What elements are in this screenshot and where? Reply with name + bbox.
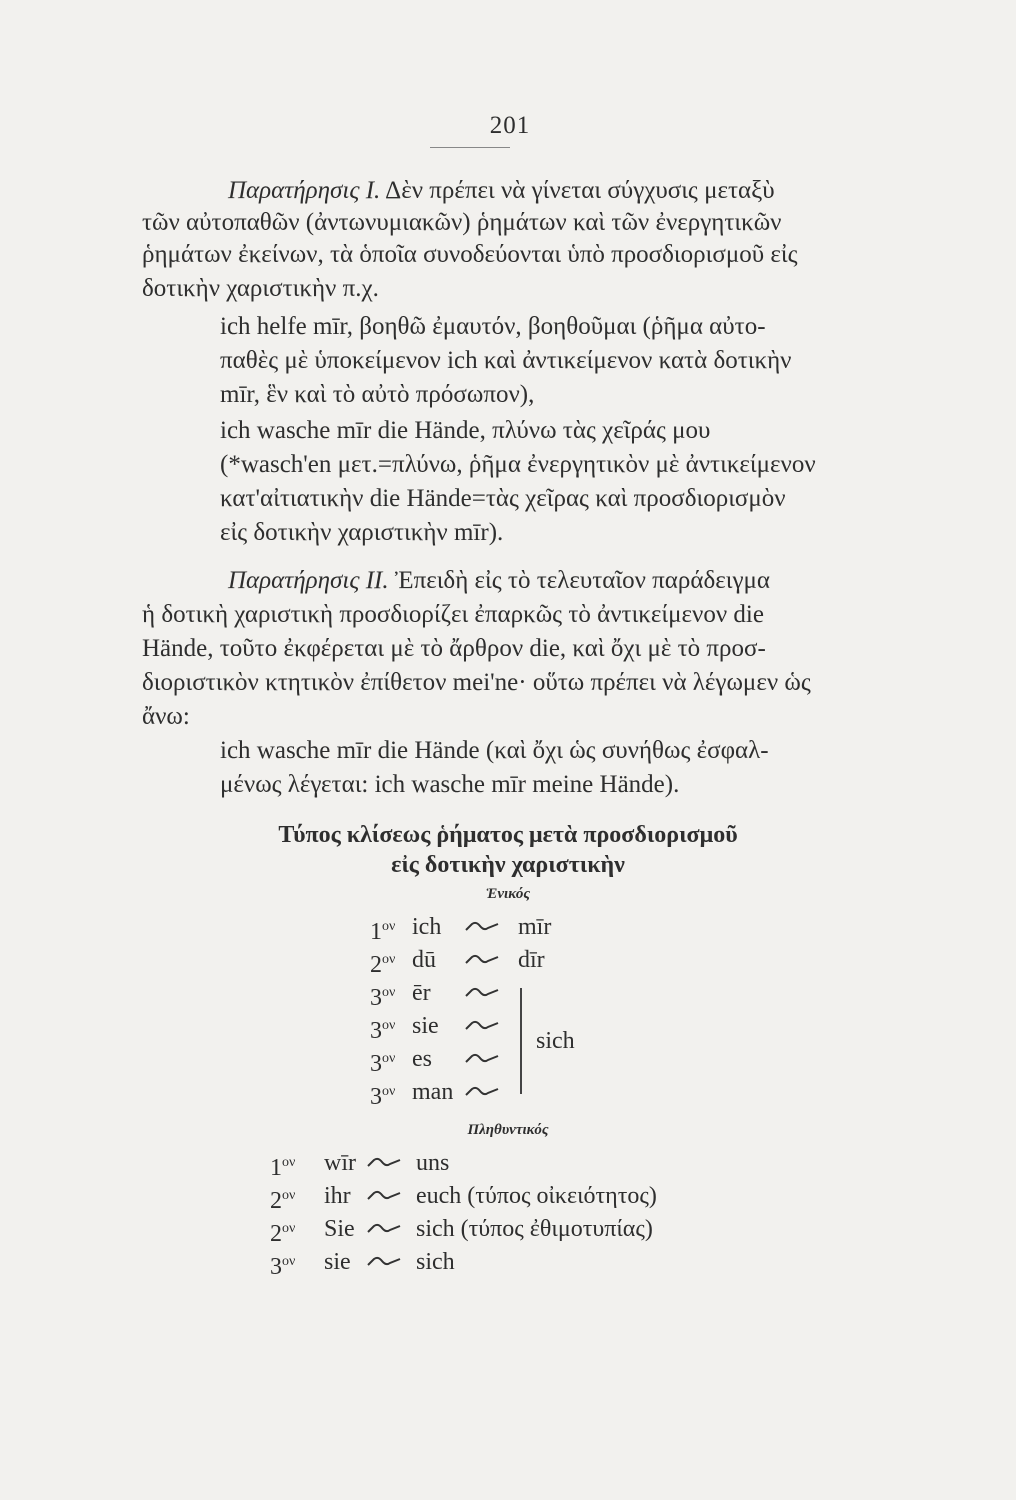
- example1-line2: παθὲς μὲ ὑποκείμενον ich καὶ ἀντικείμενον κατὰ δοτικὴν: [220, 347, 792, 374]
- tilde-icon: [464, 920, 500, 934]
- plural-person-number: $3^{o\nu}$: [270, 1254, 296, 1280]
- tilde-icon: [464, 986, 500, 1000]
- plural-pronoun: Sie: [324, 1216, 355, 1242]
- remark1-line3: ῥημάτων ἐκείνων, τὰ ὁποῖα συνοδεύονται ὑπὸ προσδιορισμοῦ εἰς: [142, 241, 798, 268]
- plural-dative: sich: [416, 1249, 455, 1275]
- table-title-line1: Τύπος κλίσεως ῥήματος μετὰ προσδιορισμοῦ: [278, 822, 738, 848]
- example1-line1: ich helfe mīr, βοηθῶ ἐμαυτόν, βοηθοῦμαι (ῥῆμα αὐτο-: [220, 313, 766, 340]
- page-number-rule: [430, 147, 510, 148]
- example2-line2: (*wasch'en μετ.=πλύνω, ῥῆμα ἐνεργητικὸν μὲ ἀντικείμενον: [220, 451, 816, 478]
- plural-pronoun: ihr: [324, 1183, 351, 1209]
- remark2-line3: Hände, τοῦτο ἐκφέρεται μὲ τὸ ἄρθρον die, καὶ ὄχι μὲ τὸ προσ-: [142, 635, 766, 662]
- singular-person-number: $3^{o\nu}$: [370, 1051, 396, 1077]
- singular-person-number: $3^{o\nu}$: [370, 985, 396, 1011]
- singular-pronoun: ich: [412, 914, 442, 940]
- singular-pronoun: dū: [412, 947, 436, 973]
- singular-person-number: $1^{o\nu}$: [370, 919, 396, 945]
- singular-person-number: $3^{o\nu}$: [370, 1018, 396, 1044]
- table-title-line2: εἰς δοτικὴν χαριστικὴν: [391, 852, 625, 878]
- page-number: 201: [489, 112, 531, 139]
- singular-pronoun: ēr: [412, 980, 431, 1006]
- singular-pronoun: sie: [412, 1013, 439, 1039]
- example3-line2: μένως λέγεται: ich wasche mīr meine Hände).: [220, 771, 680, 798]
- tilde-icon: [366, 1255, 402, 1269]
- plural-person-number: $2^{o\nu}$: [270, 1188, 296, 1214]
- remark1-line1: Παρατήρησις Ι. Δὲν πρέπει νὰ γίνεται σύγχυσις μεταξὺ: [228, 177, 775, 204]
- remark2-line1: Παρατήρησις ΙΙ. Ἐπειδὴ εἰς τὸ τελευταῖον παράδειγμα: [228, 567, 771, 594]
- plural-dative: euch (τύπος οἰκειότητος): [416, 1183, 657, 1209]
- singular-person-number: $2^{o\nu}$: [370, 952, 396, 978]
- example3-line1: ich wasche mīr die Hände (καὶ ὄχι ὡς συνήθως ἐσφαλ-: [220, 737, 769, 764]
- plural-person-number: $2^{o\nu}$: [270, 1221, 296, 1247]
- singular-pronoun: es: [412, 1046, 432, 1072]
- singular-label: Ἑνικός: [485, 886, 531, 902]
- remark2-line4: διοριστικὸν κτητικὸν ἐπίθετον mei'ne· οὕτω πρέπει νὰ λέγωμεν ὡς: [142, 669, 811, 696]
- tilde-icon: [464, 953, 500, 967]
- tilde-icon: [464, 1085, 500, 1099]
- remark1-line2: τῶν αὐτοπαθῶν (ἀντωνυμιακῶν) ῥημάτων καὶ τῶν ἐνεργητικῶν: [142, 209, 782, 236]
- example2-line4: εἰς δοτικὴν χαριστικὴν mīr).: [220, 519, 504, 546]
- plural-dative: sich (τύπος ἐθιμοτυπίας): [416, 1216, 653, 1242]
- plural-pronoun: wīr: [324, 1150, 356, 1176]
- example2-line3: κατ'αἰτιατικὴν die Hände=τὰς χεῖρας καὶ προσδιορισμὸν: [220, 485, 786, 512]
- plural-label: Πληθυντικός: [467, 1122, 549, 1138]
- plural-pronoun: sie: [324, 1249, 351, 1275]
- singular-person-number: $3^{o\nu}$: [370, 1084, 396, 1110]
- remark1-line4: δοτικὴν χαριστικὴν π.χ.: [142, 275, 379, 302]
- plural-dative: uns: [416, 1150, 450, 1176]
- grouping-brace: [520, 988, 522, 1094]
- example2-line1: ich wasche mīr die Hände, πλύνω τὰς χεῖράς μου: [220, 417, 711, 444]
- plural-person-number: $1^{o\nu}$: [270, 1155, 296, 1181]
- singular-pronoun: man: [412, 1079, 454, 1105]
- tilde-icon: [464, 1019, 500, 1033]
- singular-dative: mīr: [518, 914, 552, 940]
- remark2-line2: ἡ δοτικὴ χαριστικὴ προσδιορίζει ἐπαρκῶς τὸ ἀντικείμενον die: [142, 601, 764, 628]
- singular-dative: dīr: [518, 947, 545, 973]
- tilde-icon: [366, 1222, 402, 1236]
- example1-line3: mīr, ἓν καὶ τὸ αὐτὸ πρόσωπον),: [220, 381, 535, 408]
- tilde-icon: [366, 1156, 402, 1170]
- shared-dative-sich: sich: [536, 1028, 575, 1054]
- tilde-icon: [366, 1189, 402, 1203]
- tilde-icon: [464, 1052, 500, 1066]
- remark2-line5: ἄνω:: [142, 703, 190, 730]
